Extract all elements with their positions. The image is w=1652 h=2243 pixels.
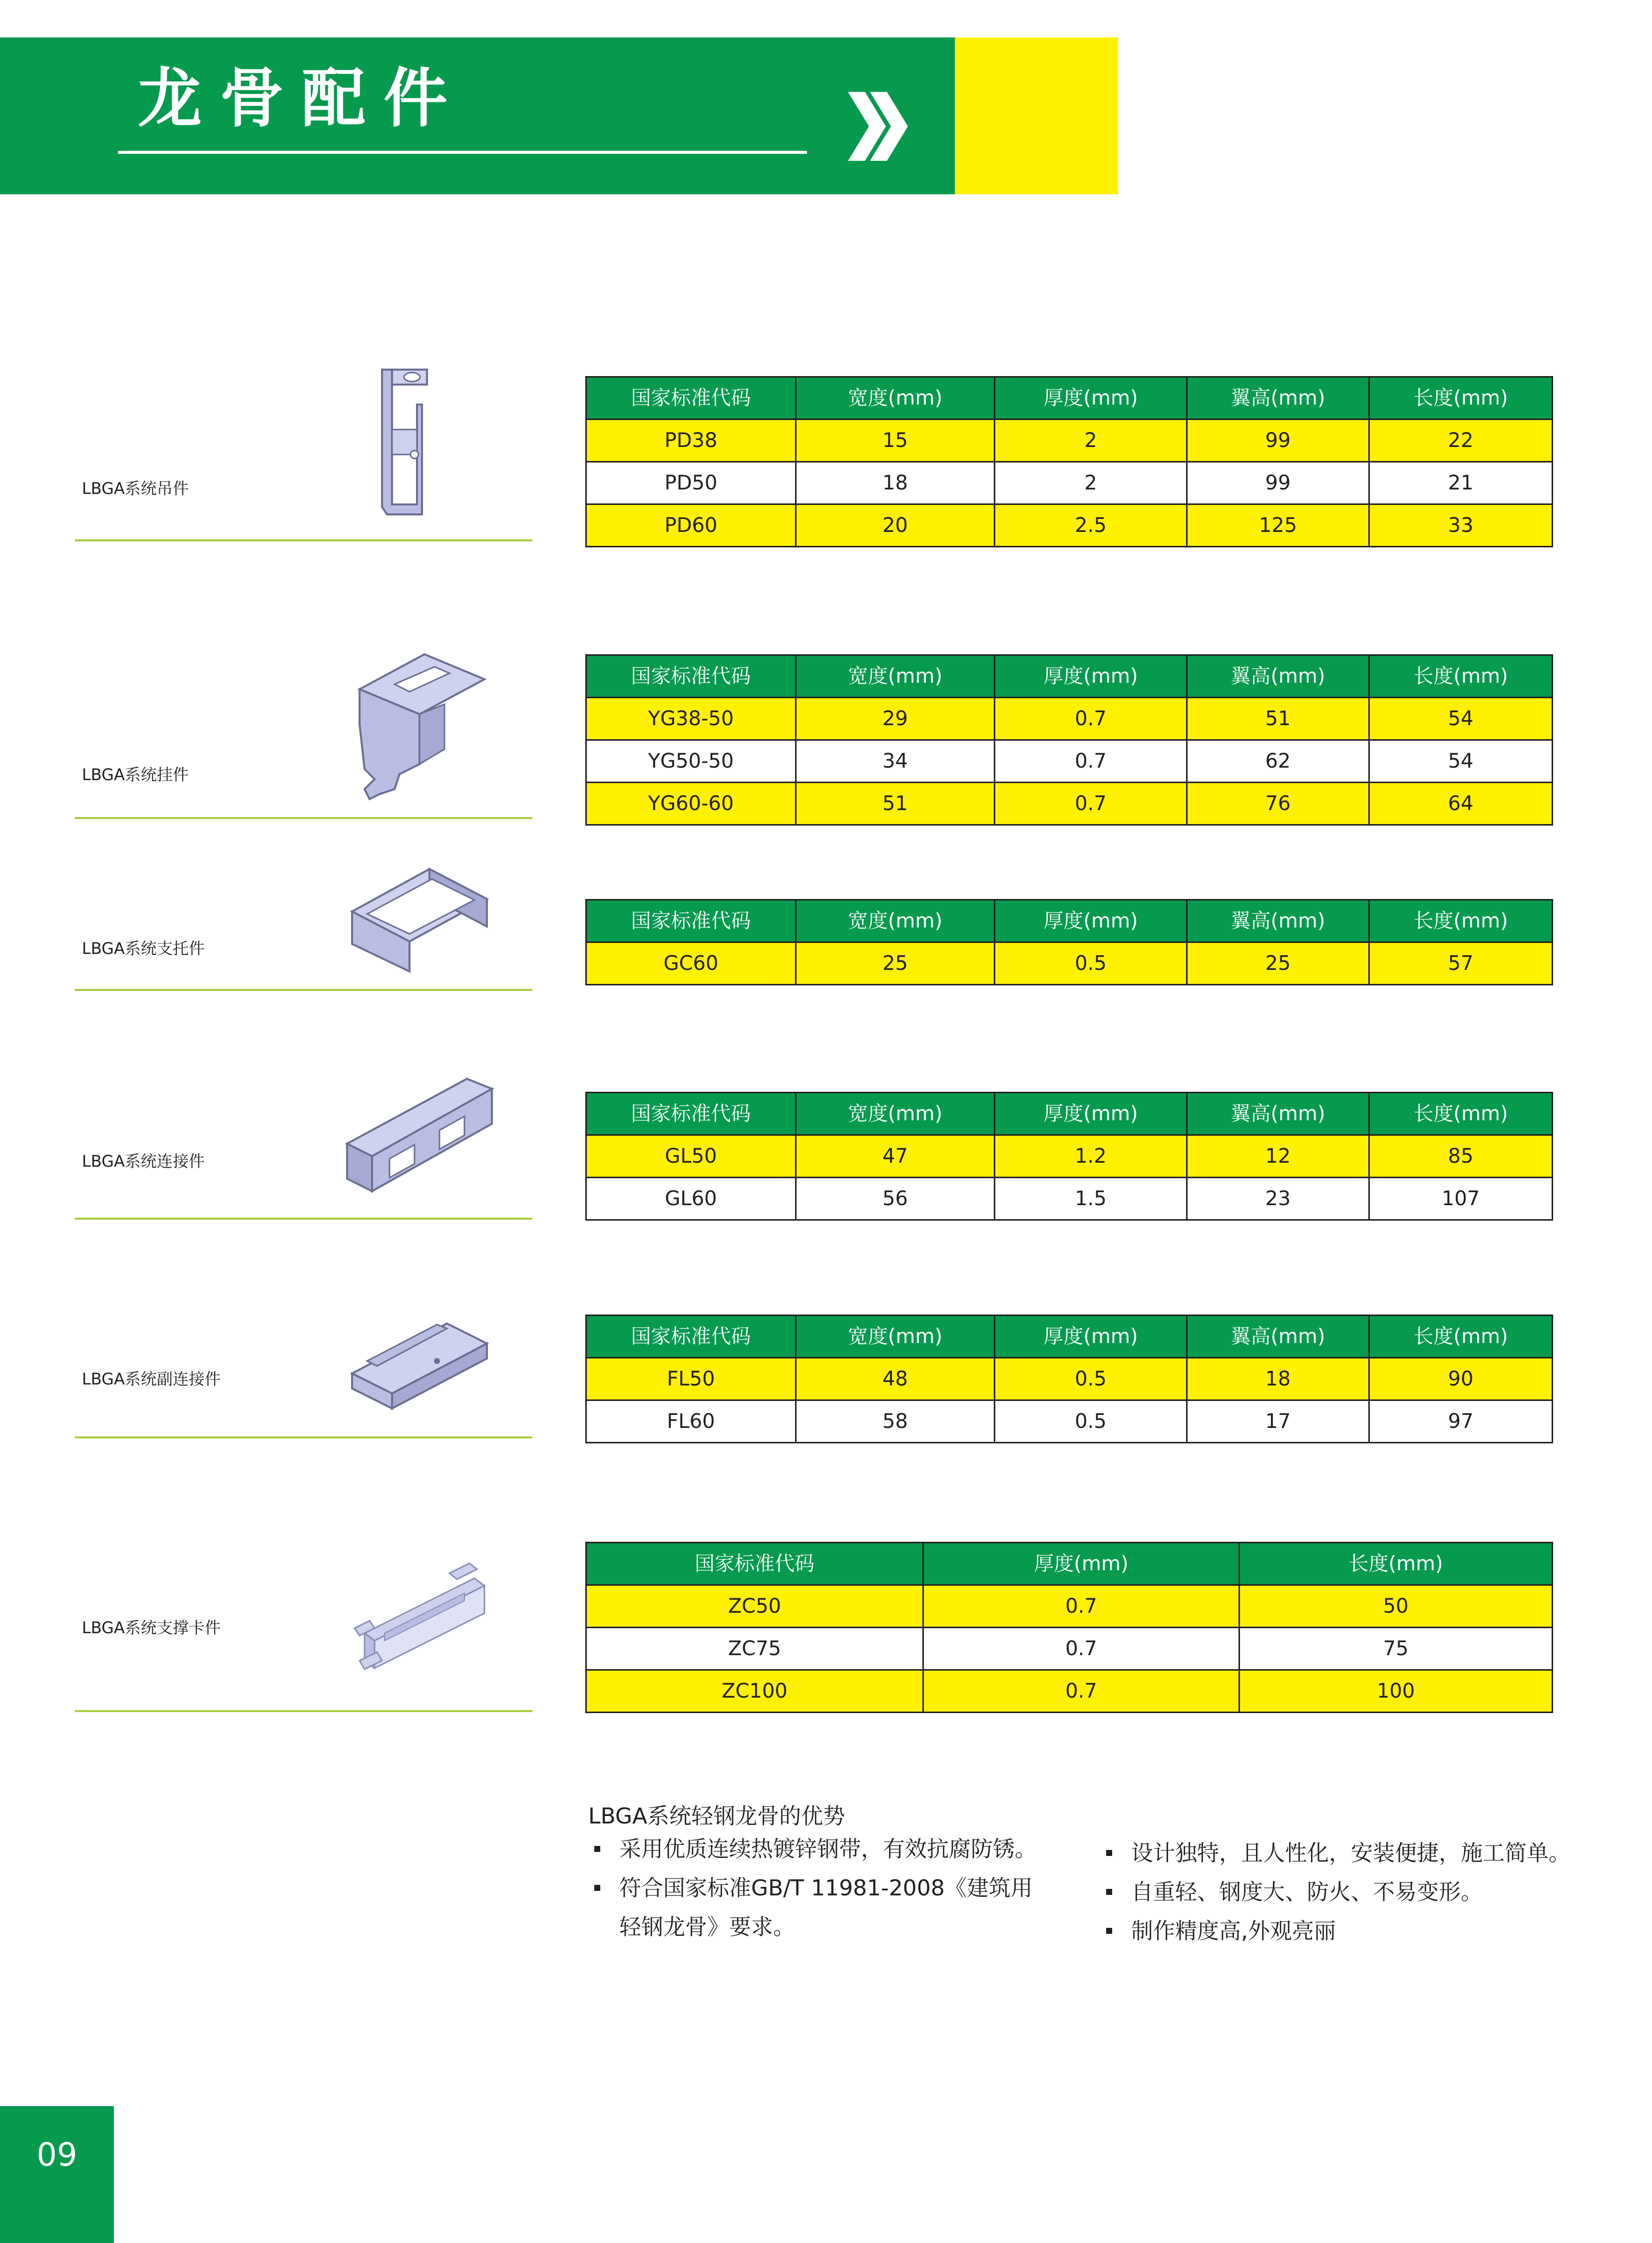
- spec-table-brace-clip: [585, 1542, 1553, 1713]
- double-chevron-right-icon: [844, 89, 909, 164]
- header-cell: 国家标准代码: [586, 1093, 796, 1135]
- spec-table-connector: [585, 1092, 1553, 1221]
- connector-part-image: [342, 1069, 497, 1199]
- table-cell: FL60: [586, 1400, 796, 1443]
- spec-table-support: [585, 899, 1553, 985]
- advantage-item-continuation: 轻钢龙骨》要求。: [619, 1914, 795, 1940]
- table-cell: 0.5: [995, 1358, 1187, 1400]
- table-cell: GC60: [586, 942, 796, 985]
- header-cell: 国家标准代码: [586, 377, 796, 420]
- table-cell: 90: [1369, 1358, 1553, 1400]
- table-cell: 54: [1369, 698, 1553, 740]
- table-cell: 0.7: [995, 783, 1187, 825]
- product-label: LBGA系统连接件: [82, 1152, 205, 1171]
- table-cell: 34: [796, 740, 995, 783]
- advantage-item: 设计独特，且人性化，安装便捷，施工简单。: [1106, 1834, 1646, 1873]
- table-row: [586, 1628, 1553, 1670]
- table-row: [586, 942, 1553, 985]
- table-cell: 33: [1369, 504, 1553, 547]
- product-divider: [75, 1710, 532, 1712]
- header-underline: [118, 151, 807, 154]
- table-cell: PD38: [586, 420, 796, 462]
- hook-part-image: [350, 649, 489, 804]
- product-label: LBGA系统吊件: [82, 479, 189, 498]
- header-cell: 长度(mm): [1369, 900, 1553, 942]
- table-cell: 75: [1239, 1628, 1553, 1670]
- table-cell: 51: [1187, 698, 1369, 740]
- header-cell: 翼高(mm): [1187, 377, 1369, 420]
- header-cell: 长度(mm): [1239, 1543, 1553, 1585]
- bullet-icon: [1106, 1928, 1112, 1934]
- advantages-title: LBGA系统轻钢龙骨的优势: [588, 1803, 845, 1829]
- table-cell: YG38-50: [586, 698, 796, 740]
- table-cell: PD60: [586, 504, 796, 547]
- support-part-image: [347, 864, 492, 979]
- table-cell: YG60-60: [586, 783, 796, 825]
- table-cell: 85: [1369, 1135, 1553, 1178]
- table-cell: 48: [796, 1358, 995, 1400]
- table-cell: 107: [1369, 1178, 1553, 1220]
- table-cell: ZC50: [586, 1585, 923, 1628]
- table-cell: 0.7: [923, 1628, 1239, 1670]
- table-row: [586, 1585, 1553, 1628]
- table-cell: 0.5: [995, 942, 1187, 985]
- header-cell: 国家标准代码: [586, 1316, 796, 1358]
- table-row: [586, 1178, 1553, 1220]
- header-cell: 长度(mm): [1369, 1316, 1553, 1358]
- table-row: [586, 1135, 1553, 1178]
- table-cell: 29: [796, 698, 995, 740]
- table-cell: 97: [1369, 1400, 1553, 1443]
- table-cell: 56: [796, 1178, 995, 1220]
- header-cell: 厚度(mm): [923, 1543, 1239, 1585]
- table-cell: 12: [1187, 1135, 1369, 1178]
- table-cell: 18: [796, 462, 995, 504]
- bullet-icon: [1106, 1850, 1112, 1856]
- table-cell: 54: [1369, 740, 1553, 783]
- page-number: 09: [36, 2137, 77, 2174]
- table-cell: 2: [995, 462, 1187, 504]
- table-cell: GL50: [586, 1135, 796, 1178]
- sub-connector-part-image: [347, 1314, 492, 1413]
- table-cell: 99: [1187, 462, 1369, 504]
- table-cell: 76: [1187, 783, 1369, 825]
- header-cell: 翼高(mm): [1187, 1316, 1369, 1358]
- table-cell: 62: [1187, 740, 1369, 783]
- table-row: [586, 462, 1553, 504]
- page-title: 龙骨配件: [138, 61, 466, 136]
- header-cell: 厚度(mm): [995, 1316, 1187, 1358]
- table-cell: 47: [796, 1135, 995, 1178]
- table-cell: 0.7: [995, 740, 1187, 783]
- product-divider: [75, 1436, 532, 1438]
- table-cell: 0.7: [923, 1585, 1239, 1628]
- table-cell: 21: [1369, 462, 1553, 504]
- header-cell: 宽度(mm): [796, 1316, 995, 1358]
- table-row: [586, 504, 1553, 547]
- table-cell: 1.2: [995, 1135, 1187, 1178]
- table-cell: 2.5: [995, 504, 1187, 547]
- advantage-item: 符合国家标准GB/T 11981-2008《建筑用: [594, 1869, 1044, 1908]
- table-cell: 25: [796, 942, 995, 985]
- hanger-part-image: [372, 365, 442, 519]
- header-cell: 厚度(mm): [995, 900, 1187, 942]
- table-cell: 20: [796, 504, 995, 547]
- header-cell: 宽度(mm): [796, 1093, 995, 1135]
- advantage-item: 自重轻、钢度大、防火、不易变形。: [1106, 1873, 1606, 1912]
- table-row: [586, 783, 1553, 825]
- header-cell: 翼高(mm): [1187, 900, 1369, 942]
- table-cell: YG50-50: [586, 740, 796, 783]
- spec-table-hook: [585, 654, 1553, 826]
- table-row: [586, 1358, 1553, 1400]
- advantage-item: 采用优质连续热镀锌钢带，有效抗腐防锈。: [594, 1830, 1044, 1869]
- product-divider: [75, 1218, 532, 1220]
- table-cell: 57: [1369, 942, 1553, 985]
- table-row: [586, 420, 1553, 462]
- header-cell: 宽度(mm): [796, 900, 995, 942]
- table-cell: 15: [796, 420, 995, 462]
- table-cell: 22: [1369, 420, 1553, 462]
- table-row: [586, 1400, 1553, 1443]
- table-cell: 58: [796, 1400, 995, 1443]
- table-cell: 0.7: [923, 1670, 1239, 1713]
- table-row: [586, 740, 1553, 783]
- header-cell: 宽度(mm): [796, 655, 995, 698]
- header-cell: 长度(mm): [1369, 655, 1553, 698]
- product-label: LBGA系统挂件: [82, 765, 189, 784]
- header-cell: 厚度(mm): [995, 377, 1187, 420]
- product-label: LBGA系统支撑卡件: [82, 1618, 221, 1637]
- table-cell: 0.5: [995, 1400, 1187, 1443]
- table-cell: 23: [1187, 1178, 1369, 1220]
- table-cell: 2: [995, 420, 1187, 462]
- table-cell: 17: [1187, 1400, 1369, 1443]
- product-divider: [75, 817, 532, 819]
- bullet-icon: [594, 1885, 600, 1891]
- table-row: [586, 1670, 1553, 1713]
- table-cell: 18: [1187, 1358, 1369, 1400]
- header-cell: 厚度(mm): [995, 655, 1187, 698]
- table-cell: ZC100: [586, 1670, 923, 1713]
- table-cell: 51: [796, 783, 995, 825]
- table-row: [586, 698, 1553, 740]
- header-cell: 宽度(mm): [796, 377, 995, 420]
- table-cell: 50: [1239, 1585, 1553, 1628]
- table-cell: 100: [1239, 1670, 1553, 1713]
- table-cell: FL50: [586, 1358, 796, 1400]
- header-cell: 翼高(mm): [1187, 1093, 1369, 1135]
- table-cell: GL60: [586, 1178, 796, 1220]
- header-cell: 厚度(mm): [995, 1093, 1187, 1135]
- header-cell: 国家标准代码: [586, 655, 796, 698]
- header-cell: 长度(mm): [1369, 1093, 1553, 1135]
- header-cell: 国家标准代码: [586, 1543, 923, 1585]
- header-accent-block: [955, 37, 1118, 194]
- table-cell: 1.5: [995, 1178, 1187, 1220]
- product-label: LBGA系统副连接件: [82, 1369, 221, 1388]
- table-cell: 0.7: [995, 698, 1187, 740]
- table-cell: 64: [1369, 783, 1553, 825]
- bullet-icon: [1106, 1889, 1112, 1895]
- bullet-icon: [594, 1846, 600, 1852]
- advantage-item: 制作精度高,外观亮丽: [1106, 1912, 1606, 1951]
- brace-clip-part-image: [350, 1558, 489, 1683]
- table-cell: PD50: [586, 462, 796, 504]
- header-cell: 翼高(mm): [1187, 655, 1369, 698]
- product-label: LBGA系统支托件: [82, 939, 205, 958]
- table-cell: 99: [1187, 420, 1369, 462]
- table-cell: 25: [1187, 942, 1369, 985]
- product-divider: [75, 539, 532, 541]
- product-divider: [75, 989, 532, 991]
- table-cell: ZC75: [586, 1628, 923, 1670]
- spec-table-sub-connector: [585, 1315, 1553, 1443]
- header-cell: 国家标准代码: [586, 900, 796, 942]
- table-cell: 125: [1187, 504, 1369, 547]
- header-cell: 长度(mm): [1369, 377, 1553, 420]
- spec-table-hanger: [585, 376, 1553, 547]
